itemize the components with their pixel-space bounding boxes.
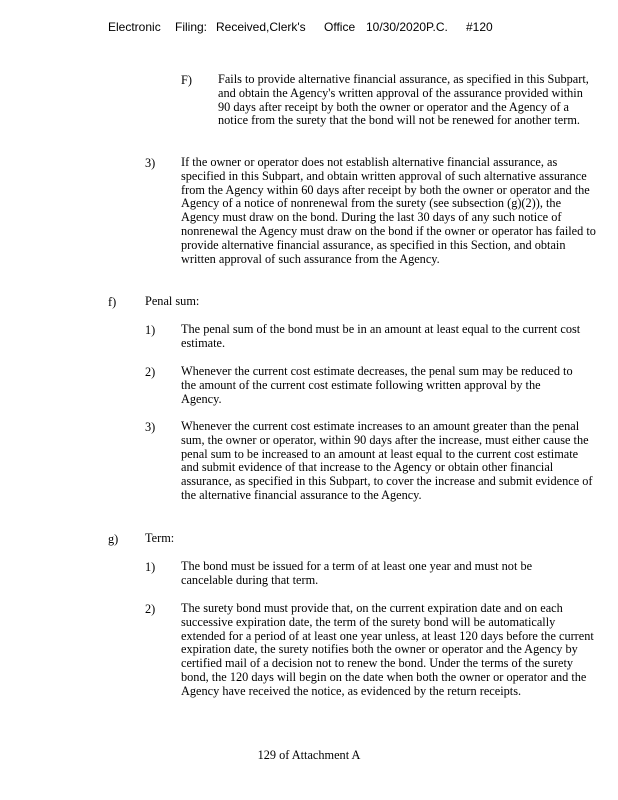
item-label: 2) xyxy=(145,365,156,379)
header-office: Office xyxy=(324,20,356,34)
item-label: 1) xyxy=(145,560,156,574)
item-text: Fails to provide alternative financial assurance, as specified in this Subpart, and obtain the Agency's written approval of the assurance provided within 90 days after receipt by both the owner or operator and the Agency of a notice from the surety that the bond will not be renewed for another term. xyxy=(218,72,589,128)
page-number: 129 of Attachment A xyxy=(257,748,361,762)
header-electronic: Electronic xyxy=(108,20,161,34)
section-label: f) xyxy=(108,295,117,309)
item-text: The bond must be issued for a term of at least one year and must not be cancelable during that term. xyxy=(181,559,533,587)
item-text: If the owner or operator does not establish alternative financial assurance, as specified in this Subpart, and obtain written approval of such alternative assurance from the Agency within 60 days after receipt by both the owner or operator and the Agency of a notice of nonrenewal from the surety (see subsection (g)(2)), the Agency must draw on the bond. During the last 30 days of any such notice of nonrenewal the Agency must draw on the bond if the owner or operator has failed to provide alternative financial assurance, as specified in this Section, and obtain written approval of such assurance from the Agency. xyxy=(181,155,596,266)
item-text: The surety bond must provide that, on the current expiration date and on each successive expiration date, the term of the surety bond will be automatically extended for a period of at least one year unless, at least 120 days before the current expiration date, the surety notifies both the owner or operator and the Agency by certified mail of a decision not to renew the bond. Under the terms of the surety bond, the 120 days will begin on the date when both the owner or operator and the Agency have received the notice, as evidenced by the return receipts. xyxy=(181,601,594,698)
item-label: 1) xyxy=(145,323,156,337)
header-received: Received,Clerk's xyxy=(216,20,306,34)
header-filing: Filing: xyxy=(175,20,208,34)
page-footer xyxy=(0,748,618,763)
item-label: 3) xyxy=(145,420,156,434)
section-label: g) xyxy=(108,532,119,546)
item-label: 3) xyxy=(145,156,156,170)
section-heading: Penal sum: xyxy=(145,294,200,308)
section-heading: Term: xyxy=(145,531,175,545)
item-label: 2) xyxy=(145,602,156,616)
item-label: F) xyxy=(181,73,192,87)
item-text: Whenever the current cost estimate decreases, the penal sum may be reduced to the amount of the current cost estimate following written approval by the Agency. xyxy=(181,364,573,406)
header-date: 10/30/2020P.C. xyxy=(366,20,448,34)
item-text: Whenever the current cost estimate increases to an amount greater than the penal sum, the owner or operator, within 90 days after the increase, must either cause the penal sum to be increased to an amount at least equal to the current cost estimate and submit evidence of that increase to the Agency or obtain other financial assurance, as specified in this Subpart, to cover the increase and submit evidence of the alternative financial assurance to the Agency. xyxy=(181,419,593,502)
item-text: The penal sum of the bond must be in an amount at least equal to the current cost estimate. xyxy=(181,322,581,350)
header-number: #120 xyxy=(466,20,493,34)
